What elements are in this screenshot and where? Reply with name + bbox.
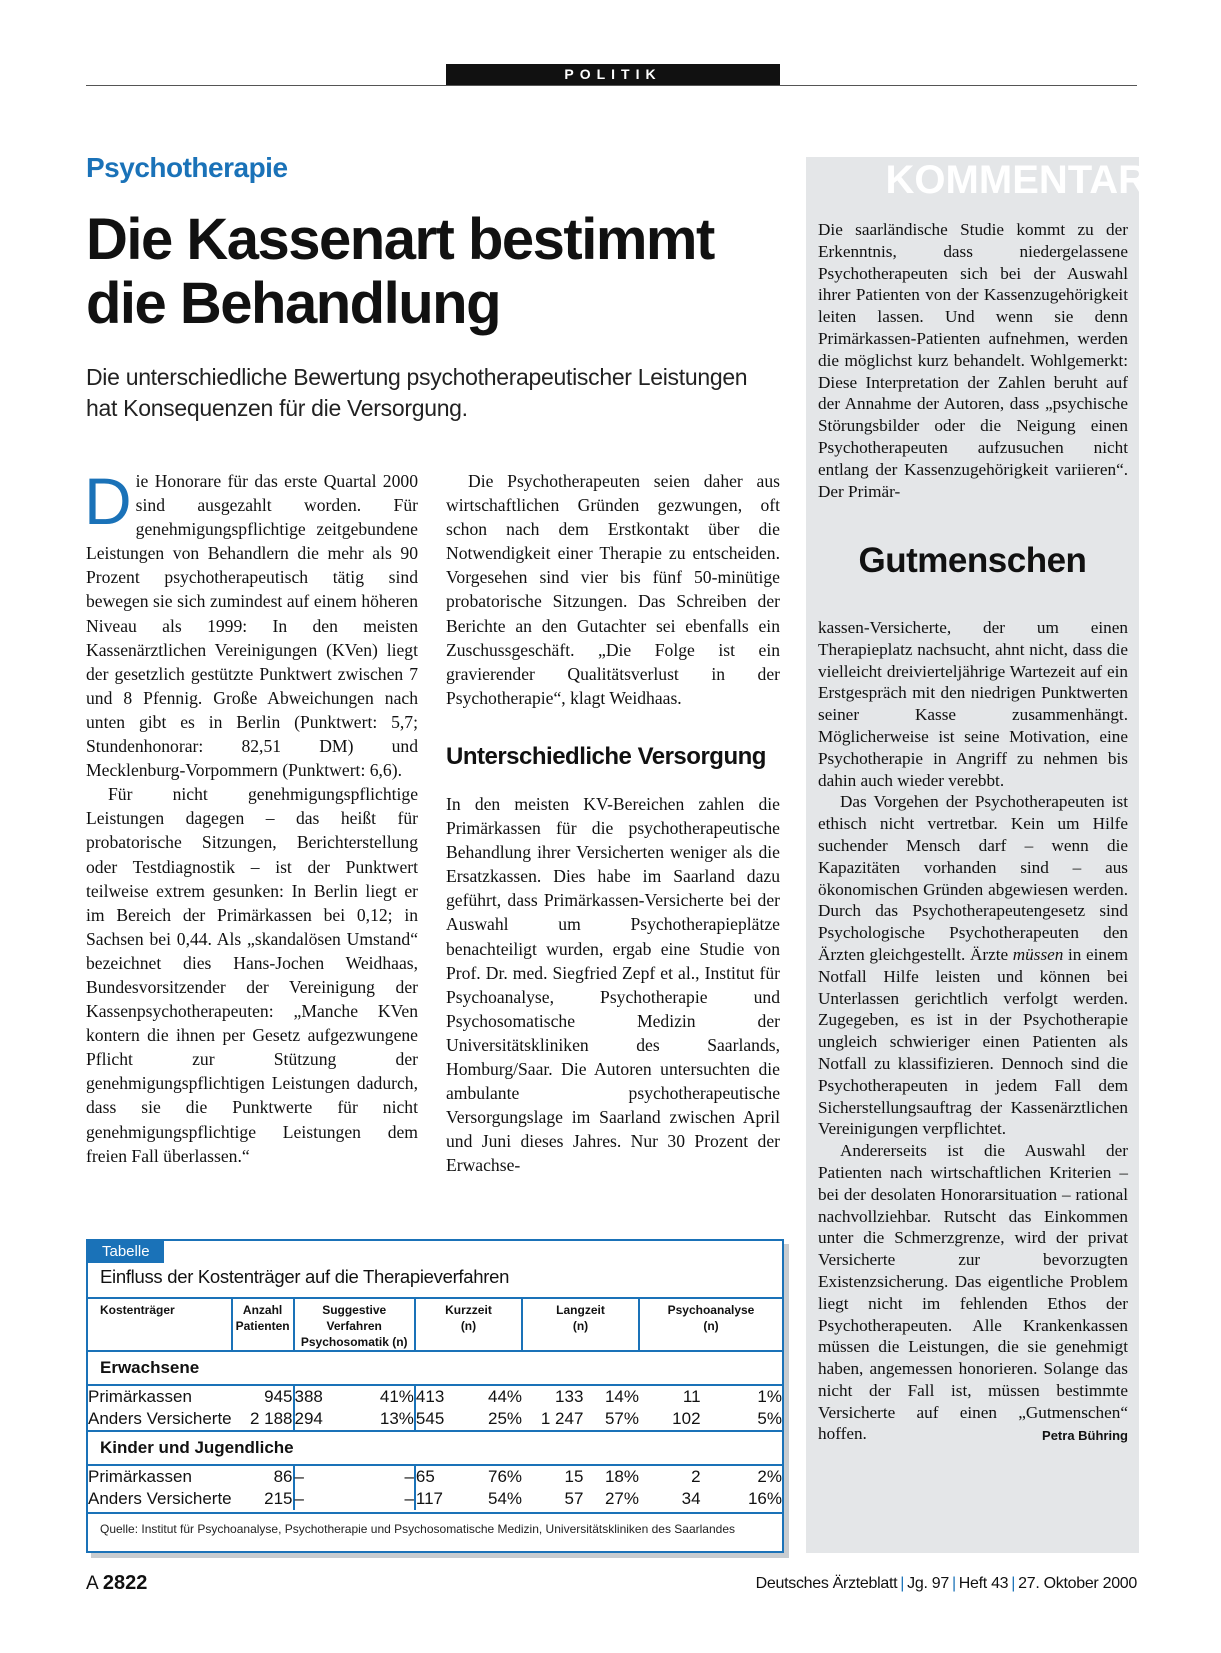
cell-lang-p: 57% [604, 1409, 639, 1428]
journal-date: 27. Oktober 2000 [1018, 1575, 1137, 1592]
cell-sug-p: 13% [379, 1409, 414, 1428]
article-paragraph: Für nicht genehmigungspflichtige Leistungen dagegen – das heißt für probatorische Sitzungen, Berichterstellung oder Testdiagnostik – ist der Punktwert teilweise extrem gesunken: In Berlin liegt er im Bereich der Primärkassen bei 0,12; in Sachsen bei 0,44. Als „skandalösen Umstand“ bezeichnet dies Hans-Jochen Weidhaas, Bundesvorsitzender der Vereinigung der Kassenpsychotherapeuten: „Manche KVen kontern die ihnen per Gesetz aufgezwungene Pflicht zur Stützung der genehmigungspflichtigen Leistungen dadurch, dass sie die Punktwerte für nicht genehmigungspflichtige Leistungen dem freien Fall überlassen.“ [86, 784, 418, 1166]
comment-text-part: Das Vorgehen der Psychotherapeuten ist ethisch nicht vertretbar. Kein um Hilfe suchender Mensch darf – wenn die Kapazitäten vorhanden sind – aus ökonomischen Gründen abgewiesen werden. Durch das Psychotherapeutengesetz sind Psychologische Psychotherapeuten den Ärzten gleichgestellt. Ärzte [818, 792, 1128, 964]
comment-author: Petra Bühring [1042, 1428, 1128, 1444]
article-column-1 [84, 464, 418, 1168]
cell-kurz-p: 54% [488, 1489, 523, 1508]
table-tag: Tabelle [88, 1241, 164, 1263]
article-paragraph: In den meisten KV-Bereichen zahlen die Primärkassen für die psychotherapeutische Behandlung ihrer Versicherten weniger als die Ersatzkassen. Dies habe im Saarland dazu geführt, dass Primärkassen-Versicherte bei der Auswahl um Psychotherapieplätze benachteiligt wurden, ergab eine Studie von Prof. Dr. med. Siegfried Zepf et al., Institut für Psychoanalyse, Psychotherapie und Psychosomatische Medizin der Universitätskliniken des Saarlands, Homburg/Saar. Die Autoren untersuchten die ambulante psychotherapeutische Versorgungslage im Saarland zwischen April und Juni dieses Jahres. Nur 30 Prozent der Erwachse- [446, 793, 780, 1176]
cell-lang-n: 57 [564, 1489, 584, 1508]
table-header-langzeit [522, 1298, 639, 1351]
article-paragraph: Die Psychotherapeuten seien daher aus wirtschaftlichen Gründen gezwungen, oft schon nach dem Erstkontakt über die Notwendigkeit einer Therapie zu entscheiden. Vorgesehen sind vier bis fünf 50-minütige probatorische Sitzungen. Das Schreiben der Berichte an den Gutachter sei ebenfalls ein Zuschussgeschäft. „Die Folge ist ein gravierender Qualitätsverlust in der Psychotherapie“, klagt Weidhaas. [446, 471, 780, 708]
cell-anzahl: 86 [273, 1467, 293, 1486]
cell-psa-p: 2% [757, 1467, 782, 1486]
cell-sug-n: 294 [294, 1408, 354, 1431]
comment-box [806, 157, 1147, 1553]
comment-title: Gutmenschen [858, 541, 1087, 580]
header-text: Psychosomatik (n) [300, 1335, 408, 1349]
group-label: Kinder und Jugendliche [88, 1431, 782, 1465]
cell-lang-p: 14% [604, 1387, 639, 1406]
journal-name: Deutsches Ärzteblatt [755, 1575, 898, 1592]
drop-cap: D [84, 464, 132, 538]
cell-kurz-p: 76% [488, 1467, 523, 1486]
cell-psa-p: 5% [757, 1409, 782, 1428]
cell-lang-p: 27% [604, 1489, 639, 1508]
separator: | [1011, 1575, 1016, 1592]
comment-text-part: in einem Notfall Hilfe leisten und können bei Unterlassen gerichtlich verfolgt werden. Zugegeben, es ist in der Psychotherapie ungleich schwieriger einen Patienten als Notfall zu klassifizieren. Dennoch sind die Psychotherapeuten in jedem Fall dem Sicherstellungsauftrag der Kassenärztlichen Vereinigungen verpflichtet. [818, 944, 1128, 1139]
comment-paragraph [818, 791, 1128, 1140]
cell-sug-n: – [294, 1488, 354, 1510]
journal-info [756, 1575, 1137, 1593]
cell-lang-n: 1 247 [540, 1409, 584, 1428]
cell-kurz-n: 65 [415, 1465, 472, 1488]
cell-sug-n: – [294, 1465, 354, 1488]
cell-psa-n: 102 [672, 1409, 701, 1428]
cell-psa-p: 16% [747, 1489, 782, 1508]
header-text: (n) [460, 1319, 477, 1333]
comment-label: KOMMENTAR [885, 158, 1147, 202]
separator: | [951, 1575, 956, 1592]
group-label: Erwachsene [88, 1351, 782, 1385]
cell-anzahl: 2 188 [249, 1409, 293, 1428]
row-label: Primärkassen [88, 1387, 192, 1406]
comment-text-part: Andererseits ist die Auswahl der Patienten nach wirtschaftlichen Kriterien – bei der desolaten Honorarsituation – rational nachvollziehbar. Rutscht das Einkommen unter die Schmerzgrenze, wird der privat Versicherte zur bevorzugten Existenzsicherung. Das eigentliche Problem liegt nicht im fehlenden Ethos der Psychotherapeuten. Alle Krankenkassen müssen die Leistungen, die sie genehmigt haben, angemessen honorieren. Solange das nicht der Fall ist, müssen bestimmte Versicherte auf einen „Gutmenschen“ hoffen. [818, 1141, 1128, 1444]
cell-lang-n: 133 [555, 1387, 584, 1406]
header-text: (n) [572, 1319, 589, 1333]
comment-text-bottom [818, 617, 1128, 1447]
table-source-divider [88, 1512, 782, 1514]
cell-psa-n: 34 [681, 1489, 701, 1508]
table-header-kostentraeger [88, 1298, 232, 1351]
comment-emphasis: müssen [1012, 944, 1064, 964]
page-number-value: 2822 [102, 1572, 148, 1594]
cell-sug-p: 41% [379, 1387, 414, 1406]
row-label: Primärkassen [88, 1467, 192, 1486]
article-headline: Die Kassenart bestimmt die Behandlung [86, 207, 714, 336]
comment-paragraph: kassen-Versicherte, der um einen Therapieplatz nachsucht, ahnt nicht, dass die vielleicht dreivierteljährige Wartezeit auf ein Erstgespräch mit den niedrigen Punktwerten seiner Kasse zusammenhängt. Möglicherweise ist seine Motivation, eine Psychotherapie in Angriff zu nehmen bis dahin auch wieder verebbt. [818, 618, 1128, 790]
row-label: Anders Versicherte [88, 1409, 232, 1428]
header-rule [86, 85, 1137, 86]
table-header-kurzzeit [415, 1298, 522, 1351]
cell-kurz-n: 117 [415, 1488, 472, 1510]
page-number [86, 1572, 147, 1595]
section-label: POLITIK [446, 64, 780, 85]
header-text: Langzeit [556, 1303, 605, 1317]
table-header-suggestive [294, 1298, 415, 1351]
header-text: Anzahl [242, 1303, 283, 1317]
journal-volume: Jg. 97 [907, 1575, 949, 1592]
separator: | [900, 1575, 905, 1592]
comment-paragraph [818, 1140, 1128, 1445]
page-prefix: A [86, 1573, 98, 1594]
cell-kurz-p: 44% [488, 1387, 523, 1406]
header-text: Kurzzeit [445, 1303, 492, 1317]
cell-lang-n: 15 [564, 1467, 584, 1486]
table-group-row [88, 1431, 782, 1465]
paragraph-text: ie Honorare für das erste Quartal 2000 sind ausgezahlt worden. Für genehmigungspflichtige zeitgebundene Leistungen von Behandlern die mehr als 90 Prozent psychotherapeutisch tätig sind bewegen sie sich zumindest auf einem höheren Niveau als 1999: In den meisten Kassenärztlichen Vereinigungen (KVen) liegt der gesetzlich gestützte Punktwert zwischen 7 und 8 Pfennig. Große Abweichungen nach unten gibt es in Berlin (Punktwert: 5,7; Stundenhonorar: 82,51 DM) und Mecklenburg-Vorpommern (Punktwert: 6,6). [86, 471, 418, 781]
table-source: Quelle: Institut für Psychoanalyse, Psychotherapie und Psychosomatische Medizin, Universitätskliniken des Saarlandes [100, 1522, 735, 1536]
table-header-row [88, 1298, 782, 1351]
cell-psa-n: 2 [691, 1467, 701, 1486]
cell-sug-n: 388 [294, 1385, 354, 1408]
cell-psa-p: 1% [757, 1387, 782, 1406]
table-header-anzahl [232, 1298, 294, 1351]
table-group-row [88, 1351, 782, 1385]
article-subheading: Unterschiedliche Versorgung [446, 742, 766, 770]
article-column-2 [446, 469, 780, 1177]
cell-lang-p: 18% [604, 1467, 639, 1486]
table-row [88, 1408, 782, 1431]
cell-sug-p: – [404, 1467, 414, 1486]
cell-kurz-p: 25% [488, 1409, 523, 1428]
cell-kurz-n: 545 [415, 1408, 472, 1431]
cell-sug-p: – [404, 1489, 414, 1508]
table-title: Einfluss der Kostenträger auf die Therapieverfahren [100, 1266, 510, 1287]
journal-issue: Heft 43 [958, 1575, 1009, 1592]
article-subline: Die unterschiedliche Bewertung psychotherapeutischer Leistungen hat Konsequenzen für die Versorgung. [86, 364, 748, 421]
table-row [88, 1385, 782, 1408]
article-kicker: Psychotherapie [86, 152, 288, 183]
table-header-psychoanalyse [639, 1298, 782, 1351]
table-row [88, 1488, 782, 1510]
row-label: Anders Versicherte [88, 1489, 232, 1508]
header-text: Psychoanalyse [667, 1303, 755, 1317]
header-text: (n) [703, 1319, 719, 1333]
header-text: Kostenträger [100, 1303, 175, 1317]
header-text: Suggestive Verfahren [322, 1303, 387, 1333]
comment-text-top [818, 219, 1128, 502]
article-paragraph [84, 464, 418, 782]
data-table [88, 1297, 782, 1510]
header-text: Patienten [235, 1319, 290, 1333]
cell-kurz-n: 413 [415, 1385, 472, 1408]
cell-psa-n: 11 [682, 1387, 701, 1406]
table-row [88, 1465, 782, 1488]
cell-anzahl: 945 [264, 1387, 293, 1406]
data-table-box [86, 1239, 784, 1553]
comment-paragraph: Die saarländische Studie kommt zu der Erkenntnis, dass niedergelassene Psychotherapeuten sich bei der Auswahl ihrer Patienten von der Kassenzugehörigkeit leiten lassen. Und wenn sie denn Primärkassen-Patienten aufnehmen, werden die möglichst kurz behandelt. Wohlgemerkt: Diese Interpretation der Zahlen beruht auf der Annahme der Autoren, dass „psychische Störungsbilder oder die Neigung einen Psychotherapeuten aufzusuchen nicht entlang der Kassenzugehörigkeit variieren“. Der Primär- [818, 220, 1128, 501]
cell-anzahl: 215 [264, 1489, 293, 1508]
